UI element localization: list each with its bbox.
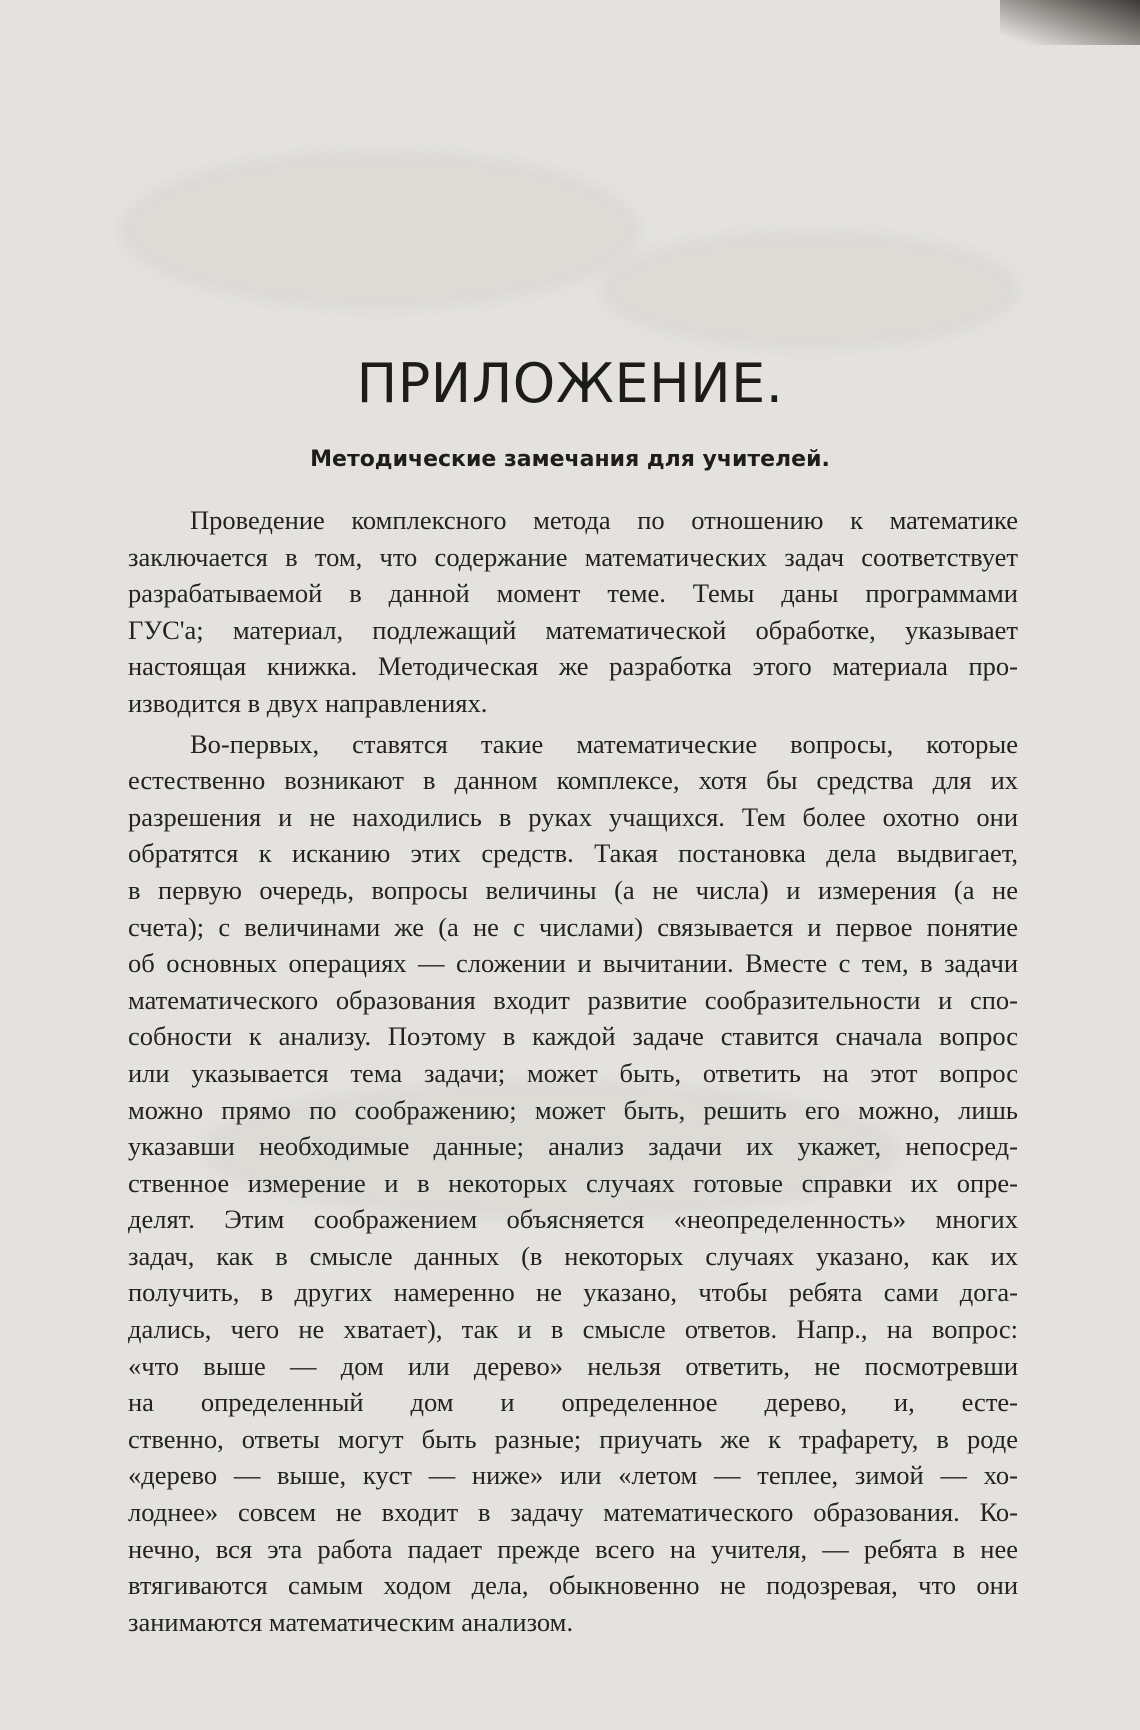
text-line: Во-первых, ставятся такие математические вопросы, которые: [190, 728, 1018, 759]
text-line: делят. Этим соображением объясняется «неопределенность» многих: [128, 1204, 1018, 1235]
paragraph: [128, 726, 1018, 1641]
text-line: разрабатываемой в данной момент теме. Темы даны программами: [128, 578, 1018, 609]
text-line: в первую очередь, вопросы величины (а не числа) и измерения (а не: [128, 874, 1018, 905]
text-line: математического образования входит развитие сообразительности и спо-: [128, 984, 1018, 1015]
text-line: «дерево — выше, куст — ниже» или «летом — теплее, зимой — хо-: [128, 1460, 1018, 1491]
text-line: задач, как в смысле данных (в некоторых случаях указано, как их: [128, 1240, 1018, 1271]
scan-shadow-corner: [1000, 0, 1140, 45]
text-line: ГУС'а; материал, подлежащий математической обработке, указывает: [128, 614, 1018, 645]
page-subtitle: Методические замечания для учителей.: [310, 447, 830, 472]
text-line: можно прямо по соображению; может быть, решить его можно, лишь: [128, 1094, 1018, 1125]
text-line: об основных операциях — сложении и вычитании. Вместе с тем, в задачи: [128, 948, 1018, 979]
text-line: естественно возникают в данном комплексе, хотя бы средства для их: [128, 765, 1018, 796]
text-line: обратятся к исканию этих средств. Такая постановка дела выдвигает,: [128, 838, 1018, 869]
text-line: втягиваются самым ходом дела, обыкновенно не подозревая, что они: [128, 1570, 1018, 1601]
text-line: изводится в двух направлениях.: [128, 687, 488, 718]
text-line: собности к анализу. Поэтому в каждой задаче ставится сначала вопрос: [128, 1021, 1018, 1052]
text-line: разрешения и не находились в руках учащихся. Тем более охотно они: [128, 801, 1018, 832]
paragraph: [128, 502, 1018, 722]
text-line: получить, в других намеренно не указано, чтобы ребята сами дога-: [128, 1277, 1018, 1308]
text-line: занимаются математическим анализом.: [128, 1606, 574, 1637]
text-line: лоднее» совсем не входит в задачу математического образования. Ко-: [128, 1497, 1018, 1528]
text-line: Проведение комплексного метода по отношению к математике: [190, 505, 1018, 535]
paper-stain: [600, 230, 1020, 350]
text-line: нечно, вся эта работа падает прежде всего на учителя, — ребята в нее: [128, 1533, 1018, 1564]
page-title: ПРИЛОЖЕНИЕ.: [356, 352, 784, 415]
text-line: настоящая книжка. Методическая же разработка этого материала про-: [128, 651, 1018, 682]
body-text: [128, 502, 1018, 1644]
text-line: указавши необходимые данные; анализ задачи их укажет, непосред-: [128, 1131, 1018, 1162]
text-line: ственно, ответы могут быть разные; приучать же к трафарету, в роде: [128, 1423, 1018, 1454]
text-line: дались, чего не хватает), так и в смысле ответов. Напр., на вопрос:: [128, 1314, 1018, 1345]
text-line: ственное измерение и в некоторых случаях готовые справки их опре-: [128, 1167, 1018, 1198]
text-line: на определенный дом и определенное дерево, и, есте-: [128, 1387, 1018, 1418]
text-line: «что выше — дом или дерево» нельзя ответить, не посмотревши: [128, 1350, 1018, 1381]
text-line: заключается в том, что содержание математических задач соответствует: [128, 541, 1018, 572]
paper-stain: [120, 150, 640, 310]
text-line: счета); с величинами же (а не с числами) связывается и первое понятие: [128, 911, 1018, 942]
text-line: или указывается тема задачи; может быть, ответить на этот вопрос: [128, 1057, 1018, 1088]
